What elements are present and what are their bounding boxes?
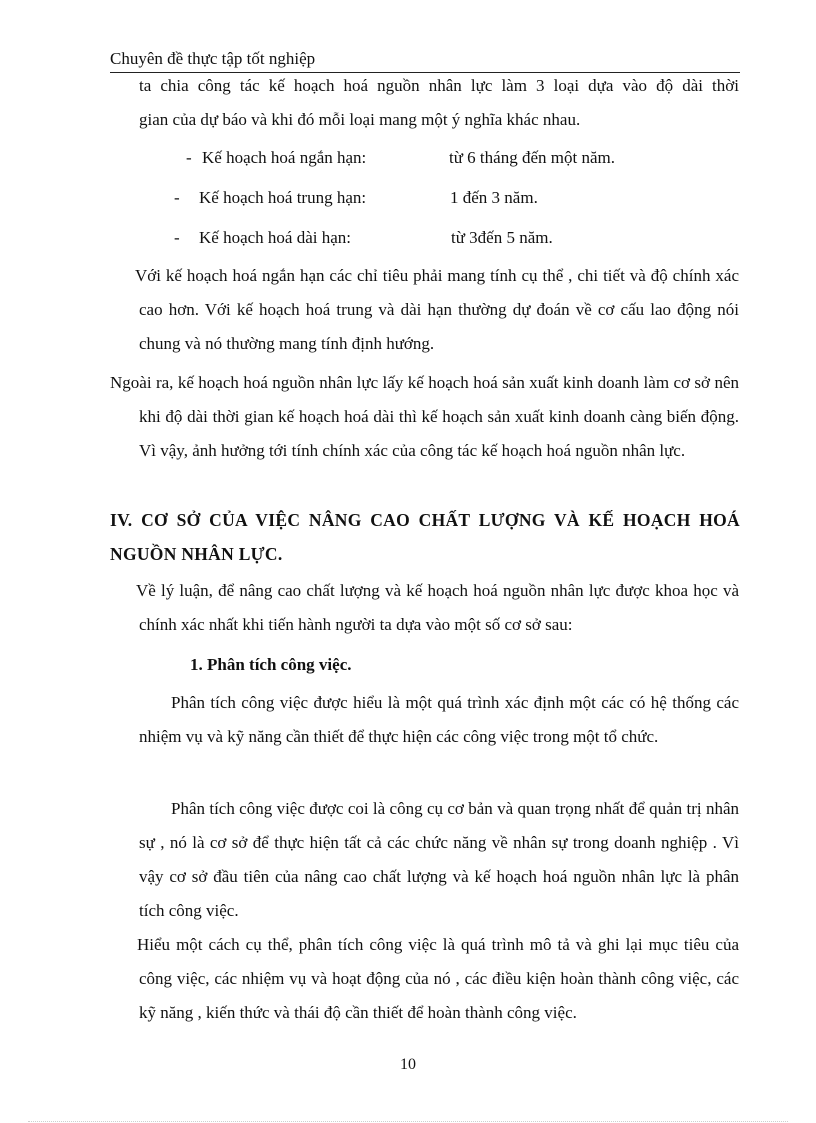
subheading-job-analysis: 1. Phân tích công việc.: [190, 655, 352, 674]
plan-value-short: từ 6 tháng đến một năm.: [449, 148, 615, 167]
plan-value-medium: 1 đến 3 năm.: [450, 188, 538, 207]
page-number: 10: [400, 1056, 416, 1073]
plan-label-short: Kế hoạch hoá ngắn hạn:: [202, 148, 367, 167]
paragraph-job-analysis-3: Hiểu một cách cụ thể, phân tích công việc là quá trình mô tả và ghi lại mục tiêu của công việc, các nhiệm vụ và hoạt động của nó , các điều kiện hoàn thành công việc, các kỹ năng , kiến thức và thái độ cần thiết để hoàn thành công việc.: [137, 935, 739, 1022]
paragraph-besides-body: Ngoài ra, kế hoạch hoá nguồn nhân lực lấy kế hoạch hoá sản xuất kinh doanh làm cơ sở nên khi độ dài thời gian kế hoạch hoá dài thì kế hoạch sản xuất kinh doanh càng biến động. Vì vậy, ảnh hưởng tới tính chính xác của công tác kế hoạch hoá nguồn nhân lực.: [110, 373, 739, 460]
plan-label-medium: Kế hoạch hoá trung hạn:: [199, 188, 367, 207]
intro-line-1: ta chia công tác kế hoạch hoá nguồn nhân lực làm 3 loại dựa vào độ dài thời: [139, 76, 739, 95]
paragraph-short-term: Với kế hoạch hoá ngắn hạn các chỉ tiêu phải mang tính cụ thể , chi tiết và độ chính xác cao hơn. Với kế hoạch hoá trung và dài hạn thường dự đoán về cơ cấu lao động nói chung và nó thường mang tính định hướng.: [135, 266, 739, 353]
header-title: Chuyên đề thực tập tốt nghiệp: [110, 49, 316, 68]
paragraph-theory: Về lý luận, để nâng cao chất lượng và kế hoạch hoá nguồn nhân lực được khoa học và chính xác nhất khi tiến hành người ta dựa vào một số cơ sở sau:: [136, 581, 739, 634]
list-dash: -: [174, 228, 180, 247]
intro-line-2: gian của dự báo và khi đó mỗi loại mang một ý nghĩa khác nhau.: [139, 110, 581, 129]
plan-value-long: từ 3đến 5 năm.: [451, 228, 553, 247]
paragraph-job-analysis-2: Phân tích công việc được coi là công cụ cơ bản và quan trọng nhất để quản trị nhân sự , nó là cơ sở để thực hiện tất cả các chức năng về nhân sự trong doanh nghiệp . Vì vậy cơ sở đầu tiên của nâng cao chất lượng và kế hoạch hoá nguồn nhân lực là phân tích công việc.: [139, 799, 739, 920]
intro-paragraph: [139, 69, 739, 137]
list-dash: -: [186, 148, 192, 167]
section-heading: IV. CƠ SỞ CỦA VIỆC NÂNG CAO CHẤT LƯỢNG VÀ KẾ HOẠCH HOÁ NGUỒN NHÂN LỰC.: [110, 510, 740, 564]
plan-label-long: Kế hoạch hoá dài hạn:: [199, 228, 351, 247]
paragraph-job-analysis-1: Phân tích công việc được hiểu là một quá trình xác định một các có hệ thống các nhiệm vụ và kỹ năng cần thiết để thực hiện các công việc trong một tổ chức.: [139, 693, 739, 746]
page-bottom-rule: [28, 1121, 788, 1122]
list-dash: -: [174, 188, 180, 207]
